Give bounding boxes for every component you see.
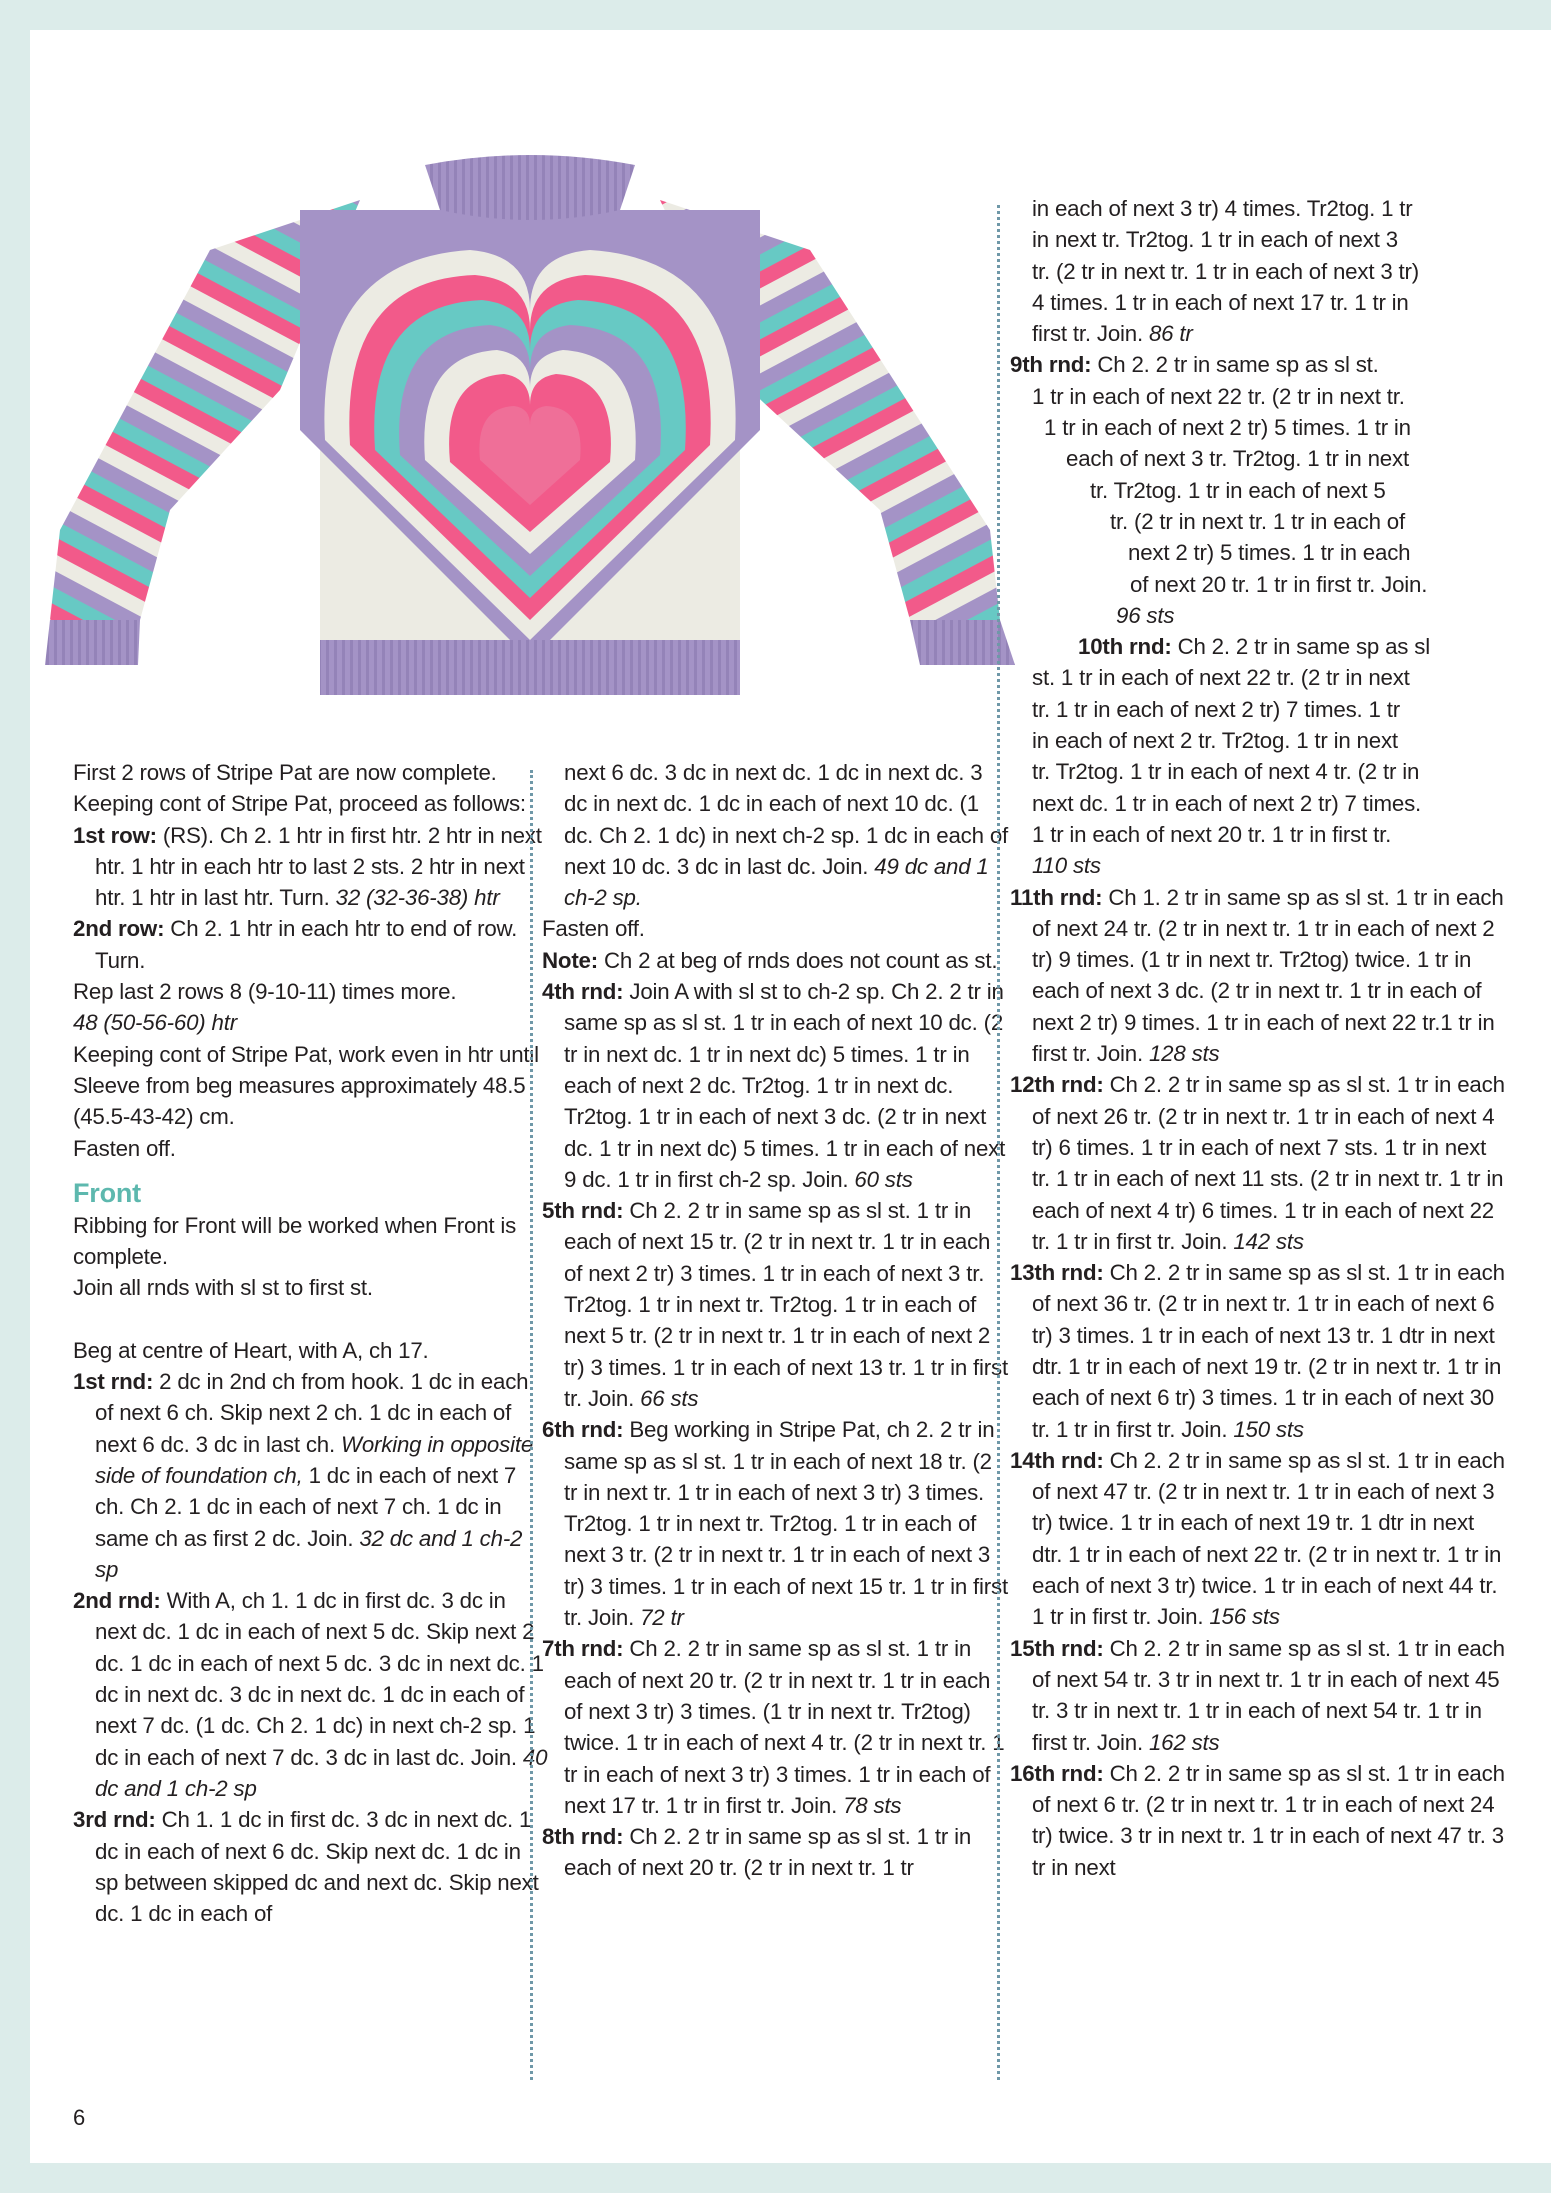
rnd-1: 1st rnd: 2 dc in 2nd ch from hook. 1 dc in each of next 6 ch. Skip next 2 ch. 1 dc in each of next 6 dc. 3 dc in last ch. Working in opposite side of foundation ch, 1 dc in each of next 7 ch. Ch 2. 1 dc in each of next 7 ch. 1 dc in same ch as first 2 dc. Join. 32 dc and 1 ch-2 sp [73, 1369, 534, 1582]
front-begin: Beg at centre of Heart, with A, ch 17. [73, 1337, 429, 1363]
front-ribbing-note: Ribbing for Front will be worked when Front is complete. [73, 1212, 517, 1270]
rnd-9-line: next 2 tr) 5 times. 1 tr in each [1128, 540, 1411, 566]
row-2: 2nd row: Ch 2. 1 htr in each htr to end of row. Turn. [73, 916, 518, 973]
rnd-10-line: in each of next 2 tr. Tr2tog. 1 tr in next [1032, 728, 1398, 754]
rnd-8-cont-line: in next tr. Tr2tog. 1 tr in each of next 3 [1032, 227, 1398, 253]
repeat-count: 48 (50-56-60) htr [73, 1010, 237, 1036]
rnd-13: 13th rnd: Ch 2. 2 tr in same sp as sl st. 1 tr in each of next 36 tr. (2 tr in next tr. 1 tr in each of next 6 tr) 3 times. 1 tr in each of next 13 tr. 1 dtr in next dtr. 1 tr in each of next 19 tr. (2 tr in next tr. 1 tr in each of next 6 tr) 3 times. 1 tr in each of next 30 tr. 1 tr in first tr. Join. 150 sts [1010, 1260, 1505, 1442]
rnd-14: 14th rnd: Ch 2. 2 tr in same sp as sl st. 1 tr in each of next 47 tr. (2 tr in next tr. 1 tr in each of next 3 tr) twice. 1 tr in each of next 19 tr. 1 dtr in next dtr. 1 tr in each of next 22 tr. (2 tr in next tr. 1 tr in each of next 3 tr) twice. 1 tr in each of next 44 tr. 1 tr in first tr. Join. 156 sts [1010, 1447, 1505, 1630]
rnd-10-line: st. 1 tr in each of next 22 tr. (2 tr in next [1032, 665, 1410, 691]
rnd-9-line: 9th rnd: Ch 2. 2 tr in same sp as sl st. [1010, 352, 1379, 378]
rnd-10-line: 1 tr in each of next 20 tr. 1 tr in first tr. [1032, 821, 1392, 847]
rnd-6: 6th rnd: Beg working in Stripe Pat, ch 2. 2 tr in same sp as sl st. 1 tr in each of next 18 tr. (2 tr in next tr. 1 tr in each of next 3 tr) 3 times. Tr2tog. 1 tr in next tr. Tr2tog. 1 tr in each of next 3 tr. (2 tr in next tr. 1 tr in each of next 3 tr) 3 times. 1 tr in each of next 15 tr. 1 tr in first tr. Join. 72 tr [542, 1417, 1008, 1631]
fasten-off: Fasten off. [73, 1135, 176, 1161]
rnd-8-cont-line: 4 times. 1 tr in each of next 17 tr. 1 tr in [1032, 289, 1409, 315]
column-1 [73, 757, 549, 1929]
rnd-10-line: 10th rnd: Ch 2. 2 tr in same sp as sl [1078, 634, 1430, 660]
rnd-8-cont-line: tr. (2 tr in next tr. 1 tr in each of next 3 tr) [1032, 258, 1419, 284]
rnd-3-cont: next 6 dc. 3 dc in next dc. 1 dc in next dc. 3 dc in next dc. 1 dc in each of next 10 dc. (1 dc. Ch 2. 1 dc) in next ch-2 sp. 1 dc in each of next 10 dc. 3 dc in last dc. Join. 49 dc and 1 ch-2 sp. [564, 760, 1009, 911]
rnd-5: 5th rnd: Ch 2. 2 tr in same sp as sl st. 1 tr in each of next 15 tr. (2 tr in next tr. 1 tr in each of next 2 tr) 3 times. 1 tr in each of next 3 tr. Tr2tog. 1 tr in next tr. Tr2tog. 1 tr in each of next 5 tr. (2 tr in next tr. 1 tr in each of next 2 tr) 3 times. 1 tr in each of next 13 tr. 1 tr in first tr. Join. 66 sts [542, 1198, 1008, 1411]
column-2 [542, 757, 1008, 1884]
rnd-4: 4th rnd: Join A with sl st to ch-2 sp. Ch 2. 2 tr in same sp as sl st. 1 tr in each of next 10 dc. (2 tr in next dc. 1 tr in next dc) 5 times. 1 tr in each of next 2 dc. Tr2tog. 1 tr in next dc. Tr2tog. 1 tr in each of next 3 dc. (2 tr in next dc. 1 tr in next dc) 5 times. 1 tr in each of next 9 dc. 1 tr in first ch-2 sp. Join. 60 sts [542, 979, 1006, 1192]
rnd-3: 3rd rnd: Ch 1. 1 dc in first dc. 3 dc in next dc. 1 dc in each of next 6 dc. Skip next dc. 1 dc in sp between skipped dc and next dc. Skip next dc. 1 dc in each of [73, 1807, 539, 1927]
rnd-9-line: 1 tr in each of next 2 tr) 5 times. 1 tr in [1044, 415, 1411, 441]
rnd-9-line: tr. (2 tr in next tr. 1 tr in each of [1110, 508, 1405, 534]
rnd-9-line: 1 tr in each of next 22 tr. (2 tr in next tr. [1032, 383, 1405, 409]
stripe-intro: First 2 rows of Stripe Pat are now complete. Keeping cont of Stripe Pat, proceed as follows: [73, 760, 526, 817]
repeat-text: Rep last 2 rows 8 (9-10-11) times more. [73, 979, 457, 1005]
rnd-10-line: next dc. 1 tr in each of next 2 tr) 7 times. [1032, 790, 1422, 816]
rnd-7: 7th rnd: Ch 2. 2 tr in same sp as sl st. 1 tr in each of next 20 tr. (2 tr in next tr. 1 tr in each of next 3 tr) 3 times. (1 tr in next tr. Tr2tog) twice. 1 tr in each of next 4 tr. (2 tr in next tr. 1 tr in each of next 3 tr) 3 times. 1 tr in each of next 17 tr. 1 tr in first tr. Join. 78 sts [542, 1636, 1005, 1818]
column-divider-2 [997, 205, 1000, 2080]
rnd-8-cont-line: in each of next 3 tr) 4 times. Tr2tog. 1 tr [1032, 196, 1413, 221]
front-heading: Front [73, 1177, 141, 1208]
rnd-12: 12th rnd: Ch 2. 2 tr in same sp as sl st. 1 tr in each of next 26 tr. (2 tr in next tr. 1 tr in each of next 4 tr) 6 times. 1 tr in each of next 7 sts. 1 tr in next tr. 1 tr in each of next 11 sts. (2 tr in next tr. 1 tr in each of next 4 tr) 6 times. 1 tr in each of next 22 tr. 1 tr in first tr. Join. 142 sts [1010, 1072, 1505, 1254]
rnd-8-cont-line: first tr. Join. 86 tr [1032, 321, 1193, 347]
rnd-10-count: 110 sts [1032, 853, 1101, 879]
rnd-10-line: tr. 1 tr in each of next 2 tr) 7 times. 1 tr [1032, 696, 1400, 722]
sweater-photo [30, 150, 1030, 750]
rnd-9-line: of next 20 tr. 1 tr in first tr. Join. [1130, 571, 1428, 597]
fasten-off-2: Fasten off. [542, 916, 645, 942]
column-3 [1010, 193, 1510, 1883]
page [30, 30, 1551, 2163]
rnd-9-count: 96 sts [1116, 602, 1175, 628]
rnd-8: 8th rnd: Ch 2. 2 tr in same sp as sl st. 1 tr in each of next 20 tr. (2 tr in next tr. 1 tr [542, 1824, 972, 1881]
rnd-15: 15th rnd: Ch 2. 2 tr in same sp as sl st. 1 tr in each of next 54 tr. 3 tr in next tr. 1 tr in each of next 45 tr. 3 tr in next tr. 1 tr in each of next 54 tr. 1 tr in first tr. Join. 162 sts [1010, 1635, 1505, 1755]
column-divider-1 [530, 770, 533, 2080]
rnd-9-line: tr. Tr2tog. 1 tr in each of next 5 [1090, 477, 1386, 503]
rnd-10-line: tr. Tr2tog. 1 tr in each of next 4 tr. (2 tr in [1032, 759, 1420, 785]
rnd-2: 2nd rnd: With A, ch 1. 1 dc in first dc. 3 dc in next dc. 1 dc in each of next 5 dc. Skip next 2 dc. 1 dc in each of next 5 dc. 3 dc in next dc. 1 dc in next dc. 3 dc in next dc. 1 dc in each of next 7 dc. (1 dc. Ch 2. 1 dc) in next ch-2 sp. 1 dc in each of next 7 dc. 3 dc in last dc. Join. 40 dc and 1 ch-2 sp [73, 1588, 548, 1801]
row-1: 1st row: (RS). Ch 2. 1 htr in first htr. 2 htr in next htr. 1 htr in each htr to last 2 sts. 2 htr in next htr. 1 htr in last htr. Turn. 32 (32-36-38) htr [73, 822, 542, 911]
rnd-11: 11th rnd: Ch 1. 2 tr in same sp as sl st. 1 tr in each of next 24 tr. (2 tr in next tr. 1 tr in each of next 2 tr) 9 times. (1 tr in next tr. Tr2tog) twice. 1 tr in each of next 3 dc. (2 tr in next tr. 1 tr in each of next 2 tr) 9 times. 1 tr in each of next 22 tr.1 tr in first tr. Join. 128 sts [1010, 884, 1504, 1067]
rnd-9-line: each of next 3 tr. Tr2tog. 1 tr in next [1066, 446, 1409, 472]
note: Note: Ch 2 at beg of rnds does not count as st. [542, 947, 998, 973]
front-join-note: Join all rnds with sl st to first st. [73, 1275, 373, 1301]
even-text: Keeping cont of Stripe Pat, work even in htr until Sleeve from beg measures approximately 48.5 (45.5-43-42) cm. [73, 1041, 539, 1130]
rnd-16: 16th rnd: Ch 2. 2 tr in same sp as sl st. 1 tr in each of next 6 tr. (2 tr in next tr. 1 tr in each of next 24 tr) twice. 3 tr in next tr. 1 tr in each of next 47 tr. 3 tr in next [1010, 1760, 1505, 1880]
page-number: 6 [73, 2105, 86, 2130]
